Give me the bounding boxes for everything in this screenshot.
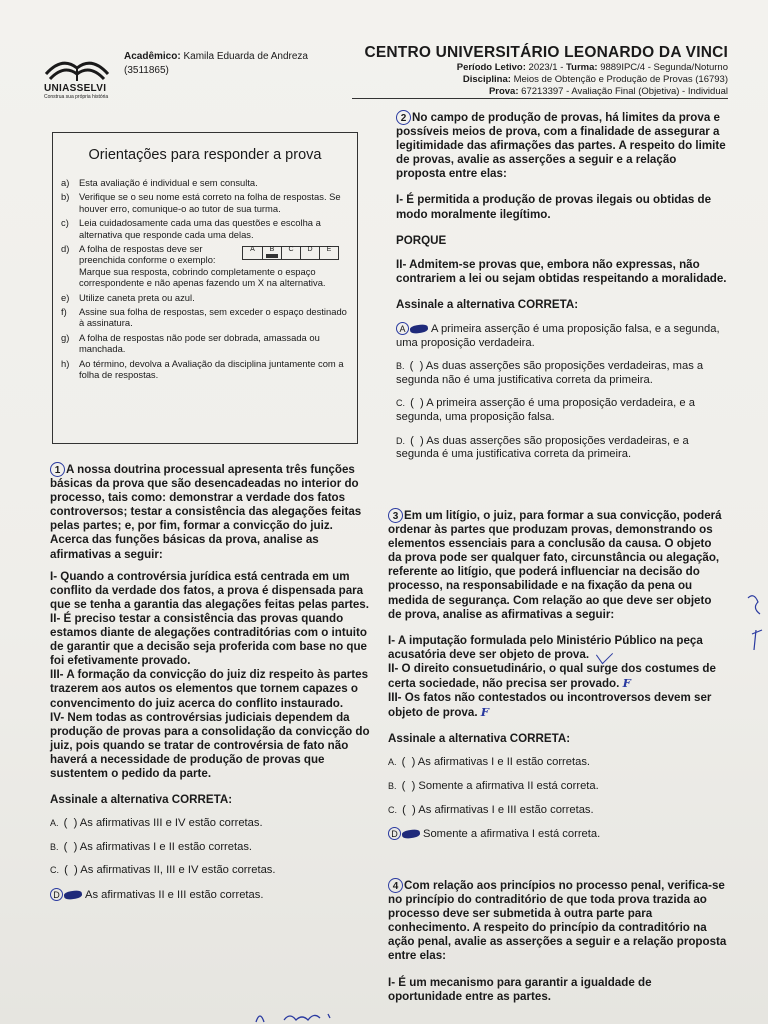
sample-cell-filled: [262, 247, 281, 259]
answer-option-selected[interactable]: [396, 322, 728, 350]
question-instruction: Assinale a alternativa CORRETA:: [50, 793, 233, 807]
sample-cell: [243, 247, 262, 259]
question-number: 2: [396, 110, 411, 125]
sample-cell: [281, 247, 300, 259]
answer-option[interactable]: B. ( ) As afirmativas I e II estão corretas.: [50, 840, 253, 853]
question-instruction: Assinale a alternativa CORRETA:: [388, 732, 571, 746]
instruction-text: Verifique se o seu nome está correto na folha de respostas. Se houver erro, comunique-o ao tutor de sua turma.: [79, 191, 341, 214]
instruction-item: [61, 217, 349, 240]
question-stem: [50, 462, 370, 562]
question-stem: [388, 878, 728, 964]
sample-letter: C: [288, 246, 294, 254]
statement: I- Quando a controvérsia jurídica está centrada em um conflito da verdade dos fatos, a prova é dispensada para que se tenha a garantia das alegações feitas pelas partes.: [50, 569, 369, 611]
assertion: I- É permitida a produção de provas ilegais ou obtidas de modo moralmente ilegítimo.: [396, 193, 712, 221]
assertion: II- Admitem-se provas que, embora não expressas, não contrariem a lei ou sejam obtidas respeitando a moralidade.: [396, 257, 727, 285]
answer-option-selected[interactable]: [388, 827, 728, 842]
option-letter: A.: [388, 757, 397, 768]
sample-letter: E: [326, 246, 332, 254]
option-letter: A.: [50, 818, 59, 829]
question-1: [50, 462, 370, 913]
instruction-item: [61, 243, 349, 289]
instruction-letter: f): [61, 306, 67, 318]
answer-sheet-sample: [242, 246, 339, 260]
logo-tagline: Construa sua própria história: [44, 94, 109, 100]
question-2: [396, 110, 728, 472]
margin-pen-marks: [744, 590, 766, 670]
statement: III- A formação da convicção do juiz diz respeito às partes trazerem aos autos os elementos que tornem capazes o convencimento do juiz acerca do conflito instaurado.: [50, 668, 369, 710]
option-letter: B.: [388, 781, 397, 791]
question-number: 1: [50, 462, 65, 477]
question-4: [388, 878, 728, 1004]
sample-cell: [319, 247, 338, 259]
answer-option[interactable]: A. ( ) As afirmativas I e II estão corretas.: [388, 756, 591, 769]
sample-letter: A: [250, 246, 255, 254]
book-wings-icon: [44, 52, 110, 82]
header-divider: [352, 98, 728, 99]
option-text: As afirmativas III e IV estão corretas.: [79, 817, 263, 830]
question-stem: [388, 508, 728, 622]
instruction-letter: e): [61, 291, 70, 303]
instruction-item: [61, 306, 349, 329]
instruction-text: A folha de respostas deve ser preenchida conforme o exemplo: Marque sua resposta, cobrindo completamente o espaço correspondente e não apenas fazendo um X na alternativa.: [79, 243, 326, 289]
instruction-letter: c): [61, 217, 69, 229]
question-number: 3: [388, 508, 403, 523]
instruction-letter: a): [61, 177, 70, 188]
class-label: Turma:: [566, 62, 598, 73]
student-label: Acadêmico:: [124, 51, 181, 62]
student-id: (3511865): [124, 65, 169, 76]
answer-option[interactable]: B. ( ) Somente a afirmativa II está correta.: [388, 780, 599, 792]
discipline-value: Meios de Obtenção e Produção de Provas (16793): [513, 74, 728, 85]
question-stem-text: A nossa doutrina processual apresenta três funções básicas da prova que são desencadeadas no interior do processo, tais como: demonstrar a verdade dos fatos controversos; testar a consistência das alegações feitas pelas partes; e, por fim, formar a convicção do juiz. Acerca das funções básicas da prova, analise as afirmativas a seguir:: [50, 463, 362, 561]
option-text: As duas asserções são proposições verdadeiras, mas a segunda não é uma justificativa correta da primeira.: [396, 360, 704, 386]
answer-option[interactable]: C. ( ) As afirmativas I e III estão corretas.: [388, 803, 594, 816]
statement: [388, 691, 728, 720]
option-text: As afirmativas I e II estão corretas.: [79, 840, 253, 853]
period-label: Período Letivo:: [456, 62, 526, 73]
question-number: 4: [388, 878, 403, 893]
option-letter: B.: [396, 361, 405, 372]
answer-option[interactable]: C. ( ) A primeira asserção é uma proposição verdadeira, e a segunda, uma proposição falsa.: [396, 397, 695, 423]
answer-option[interactable]: D. ( ) As duas asserções são proposições verdadeiras, e a segunda é uma justificativa correta da primeira.: [396, 434, 689, 461]
instructions-list: [61, 177, 349, 381]
answer-option[interactable]: B. ( ) As duas asserções são proposições verdadeiras, mas a segunda não é uma justificativa correta da primeira.: [396, 360, 704, 386]
instruction-text: Utilize caneta preta ou azul.: [79, 291, 195, 303]
handwritten-scrawl: [254, 1008, 350, 1024]
exam-value: 67213397 - Avaliação Final (Objetiva) - Individual: [521, 86, 728, 97]
option-letter: C.: [50, 865, 59, 876]
option-letter: D.: [396, 435, 405, 446]
institution-block: CENTRO UNIVERSITÁRIO LEONARDO DA VINCI Período Letivo: 2023/1 - Turma: 9889IPC/4 - Segunda/Noturno Disciplina: Meios de Obtenção e Produção de Provas (16793) Prova: 67213397 - Avaliação Final (Objetiva) - Individual: [338, 44, 728, 98]
statement: II- É preciso testar a consistência das provas quando estamos diante de alegações contraditórias com o intuito de garantir que a decisão seja proferida com base no que foi efetivamente provado.: [50, 611, 367, 668]
statement-text: II- O direito consuetudinário, o qual surge dos costumes de certa sociedade, não precisa ser provado.: [388, 661, 716, 691]
option-letter: C.: [396, 398, 405, 409]
instruction-item: [61, 292, 349, 303]
filled-mark: [64, 890, 83, 900]
statement-text: III- Os fatos não contestados ou incontroversos devem ser objeto de prova.: [388, 691, 712, 720]
option-text: As afirmativas I e III estão corretas.: [418, 803, 594, 816]
question-stem-text: No campo de produção de provas, há limites da prova e possíveis meios de prova, com a finalidade de assegurar a legitimidade das afirmações das partes. A respeito do limite de provas, avalie as asserções a seguir e a relação proposta entre elas:: [396, 111, 726, 181]
instruction-item: [61, 177, 349, 188]
instruction-text: Leia cuidadosamente cada uma das questões e escolha a alternativa que responde cada uma delas.: [79, 217, 321, 240]
exam-label: Prova:: [488, 86, 519, 97]
option-text: As afirmativas II, III e IV estão corretas.: [80, 864, 276, 877]
option-letter: C.: [388, 804, 397, 815]
instruction-item: [61, 358, 349, 381]
circled-letter-mark: A: [396, 322, 409, 335]
uniasselvi-logo: [44, 52, 122, 100]
assertion: I- É um mecanismo para garantir a igualdade de oportunidade entre as partes.: [388, 975, 652, 1003]
answer-option-selected[interactable]: [50, 888, 370, 903]
sample-letter: B: [269, 246, 275, 254]
option-text: As duas asserções são proposições verdadeiras, e a segunda é uma justificativa correta da primeira.: [396, 434, 689, 461]
option-text: As afirmativas I e II estão corretas.: [417, 756, 591, 769]
statement: [388, 634, 728, 662]
question-3: [388, 508, 728, 852]
question-instruction: Assinale a alternativa CORRETA:: [396, 297, 579, 311]
sample-cell: [300, 247, 319, 259]
option-letter: B.: [50, 841, 59, 852]
answer-option[interactable]: A. ( ) As afirmativas III e IV estão corretas.: [50, 817, 263, 830]
question-stem-text: Com relação aos princípios no processo penal, verifica-se no princípio do contraditório de que toda prova trazida ao processo deve ser submetida à outra parte para conhecimento. A respeito do princípio da contraditório na ação penal, avalie as asserções a seguir e a relação proposta entre elas:: [388, 879, 727, 963]
class-value: 9889IPC/4 - Segunda/Noturno: [600, 62, 728, 73]
instruction-text: Assine sua folha de respostas, sem exceder o espaço destinado à assinatura.: [79, 306, 347, 329]
question-stem-text: Em um litígio, o juiz, para formar a sua convicção, poderá ordenar às partes que produzam provas, demonstrando os elementos essenciais para a conclusão da causa. O objeto da prova pode ser qualquer fato, circunstância ou alegação, referente ao litígio, que poderá influenciar na decisão do processo, na responsabilidade e na fixação da pena ou medida de segurança. Com relação ao que deve ser objeto de prova, analise as afirmativas a seguir:: [388, 509, 722, 621]
statement-text: I- A imputação formulada pelo Ministério Público na peça acusatória deve ser objeto de prova.: [388, 633, 703, 661]
student-name: Kamila Eduarda de Andreza: [183, 51, 308, 62]
option-text: Somente a afirmativa I está correta.: [423, 828, 601, 841]
filled-mark: [410, 324, 429, 334]
instruction-letter: d): [61, 243, 70, 255]
instruction-letter: g): [61, 331, 70, 343]
circled-letter-mark: D: [50, 888, 63, 901]
instruction-letter: h): [61, 357, 70, 369]
option-text: As afirmativas II e III estão corretas.: [85, 888, 264, 901]
handwritten-mark: F: [622, 676, 631, 691]
filled-mark: [402, 829, 421, 839]
logo-name: UNIASSELVI: [44, 83, 107, 94]
porque-connector: PORQUE: [396, 233, 447, 247]
instructions-title: Orientações para responder a prova: [88, 147, 322, 163]
statement: [388, 662, 728, 691]
period-value: 2023/1: [528, 62, 558, 73]
question-stem: [396, 110, 728, 181]
option-text: A primeira asserção é uma proposição falsa, e a segunda, uma proposição verdadeira.: [396, 323, 720, 349]
handwritten-mark: F: [480, 705, 490, 720]
statement: IV- Nem todas as controvérsias judiciais dependem da produção de provas para a consolidação da convicção do juiz, pois quando se tratar de controvérsia de fato não haverá a necessidade de produção de provas que sustentem o pedido da parte.: [50, 710, 370, 780]
instruction-letter: b): [61, 191, 70, 203]
student-info: [124, 50, 308, 78]
instruction-text: A folha de respostas não pode ser dobrada, amassada ou manchada.: [79, 331, 320, 355]
sample-letter: D: [307, 246, 313, 254]
instruction-text: Ao término, devolva a Avaliação da disciplina juntamente com a folha de respostas.: [79, 357, 344, 381]
answer-option[interactable]: C. ( ) As afirmativas II, III e IV estão corretas.: [50, 864, 276, 877]
instruction-item: [61, 332, 349, 355]
instructions-box: [52, 132, 358, 444]
circled-letter-mark: D: [388, 827, 401, 840]
discipline-label: Disciplina:: [462, 74, 511, 85]
option-text: A primeira asserção é uma proposição verdadeira, e a segunda, uma proposição falsa.: [396, 397, 695, 423]
institution-name: CENTRO UNIVERSITÁRIO LEONARDO DA VINCI: [364, 44, 728, 61]
instruction-item: [61, 191, 349, 214]
option-text: Somente a afirmativa II está correta.: [418, 780, 599, 792]
instruction-text: Esta avaliação é individual e sem consulta.: [79, 177, 258, 188]
